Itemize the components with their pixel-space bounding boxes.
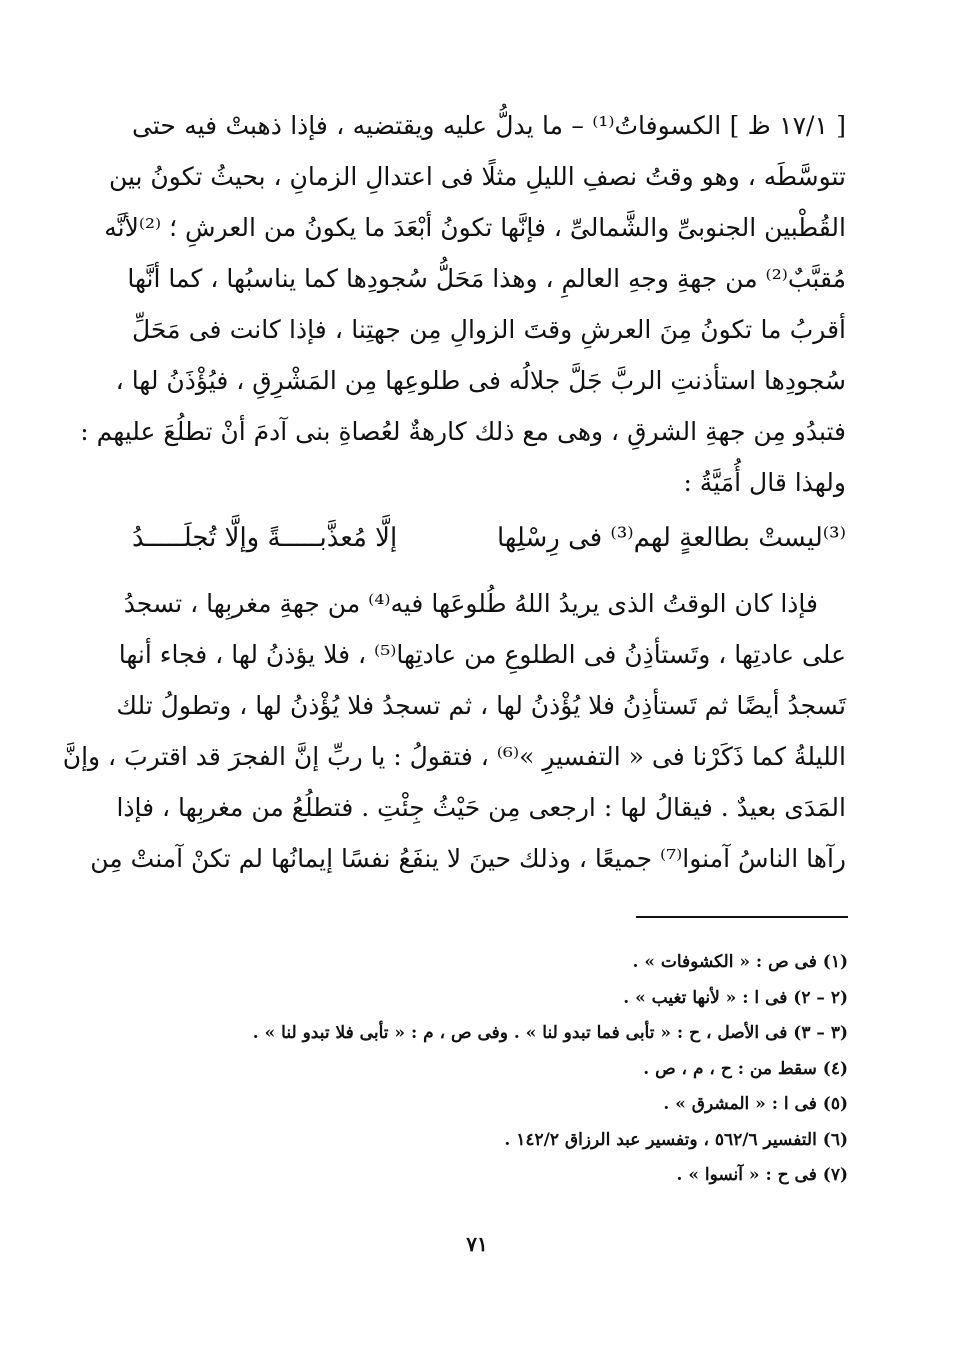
text-line: على عادتِها ، وتَستأذِنُ فى الطلوعِ من عادتِها⁽⁵⁾ ، فلا يؤذنُ لها ، فجاء أنها [118,640,846,669]
text-line: فإذا كان الوقتُ الذى يريدُ اللهُ طُلوعَها فيه⁽⁴⁾ من جهةِ مغربِها ، تسجدُ [123,589,818,618]
footnote-item: (٣ – ٣) فى الأصل ، ح : « تأبى فما تبدو لنا » . وفى ص ، م : « تأبى فلا تبدو لنا » . [252,1023,848,1043]
footnote-item: (٧) فى ح : « آنسوا » . [676,1165,848,1185]
main-paragraph-2 [62,578,846,884]
main-paragraph-1 [80,100,847,508]
text-line: [ ١٧/١ ظ ] الكسوفاتُ⁽¹⁾ – ما يدلُّ عليه ويقتضيه ، فإذا ذهبتْ فيه حتى [132,111,847,140]
footnote-item: (٢ – ٢) فى ا : « لأنها تغيب » . [623,987,848,1008]
text-line: فتبدُو مِن جهةِ الشرقِ ، وهى مع ذلك كارهةٌ لعُصاةِ بنى آدمَ أنْ تطلُعَ عليهم : [80,417,846,446]
footnote-item: (٦) التفسير ٥٦٢/٦ ، وتفسير عبد الرزاق ١٤٢/٢ . [504,1129,848,1150]
text-line: سُجودِها استأذنتِ الربَّ جَلَّ جلالُه فى طلوعِها مِن المَشْرِقِ ، فيُؤْذَنُ لها ، [115,366,846,395]
footnote-item: (٥) فى ا : « المشرق » . [663,1094,848,1114]
text-line: مُقبَّبٌ⁽²⁾ من جهةِ وجهِ العالمِ ، وهذا مَحَلُّ سُجودِها كما يناسبُها ، كما أنَّها [127,264,846,293]
text-line: تتوسَّطَه ، وهو وقتُ نصفِ الليلِ مثلًا فى اعتدالِ الزمانِ ، بحيثُ تكونُ بين [108,162,846,191]
text-line: المَدَى بعيدٌ . فيقالُ لها : ارجعى مِن حَيْثُ جِئْتِ . فتطلُعُ من مغربِها ، فإذا [116,793,846,822]
page-number: ٧١ [466,1232,488,1256]
text-line: ولهذا قال أُمَيَّةُ : [683,468,846,497]
text-line: أقربُ ما تكونُ مِنَ العرشِ وقتَ الزوالِ مِن جهتِنا ، فإذا كانت فى مَحَلِّ [132,315,846,344]
verse-hemistich-second: إلَّا مُعذَّبـــــةً وإلَّا تُجلَـــــدُ [132,523,398,553]
poetry-verse [132,508,846,568]
verse-hemistich-first: ⁽³⁾ليستْ بطالعةٍ لهم⁽³⁾ فى رِسْلِها [496,523,846,553]
text-line: تَسجدُ أيضًا ثم تَستأذِنُ فلا يُؤْذنُ لها ، ثم تسجدُ فلا يُؤْذنُ لها ، وتطولُ تلك [116,691,846,720]
text-line: القُطْبين الجنوبىِّ والشَّمالىِّ ، فإنَّها تكونُ أبْعَدَ ما يكونُ من العرشِ ؛ ⁽²⁾لأنَّه [104,213,846,242]
footnote-separator [636,916,848,918]
footnote-item: (١) فى ص : « الكشوفات » . [632,952,848,972]
text-line: رآها الناسُ آمنوا⁽⁷⁾ جميعًا ، وذلك حينَ لا ينفَعُ نفسًا إيمانُها لم تكنْ آمنتْ مِن [90,844,846,873]
text-line: الليلةُ كما ذَكَرْنا فى « التفسيرِ »⁽⁶⁾ ، فتقولُ : يا ربِّ إنَّ الفجرَ قد اقتربَ ، وإنَّ [62,742,846,771]
footnote-item: (٤) سقط من : ح ، م ، ص . [643,1058,848,1079]
footnotes [132,945,848,1194]
